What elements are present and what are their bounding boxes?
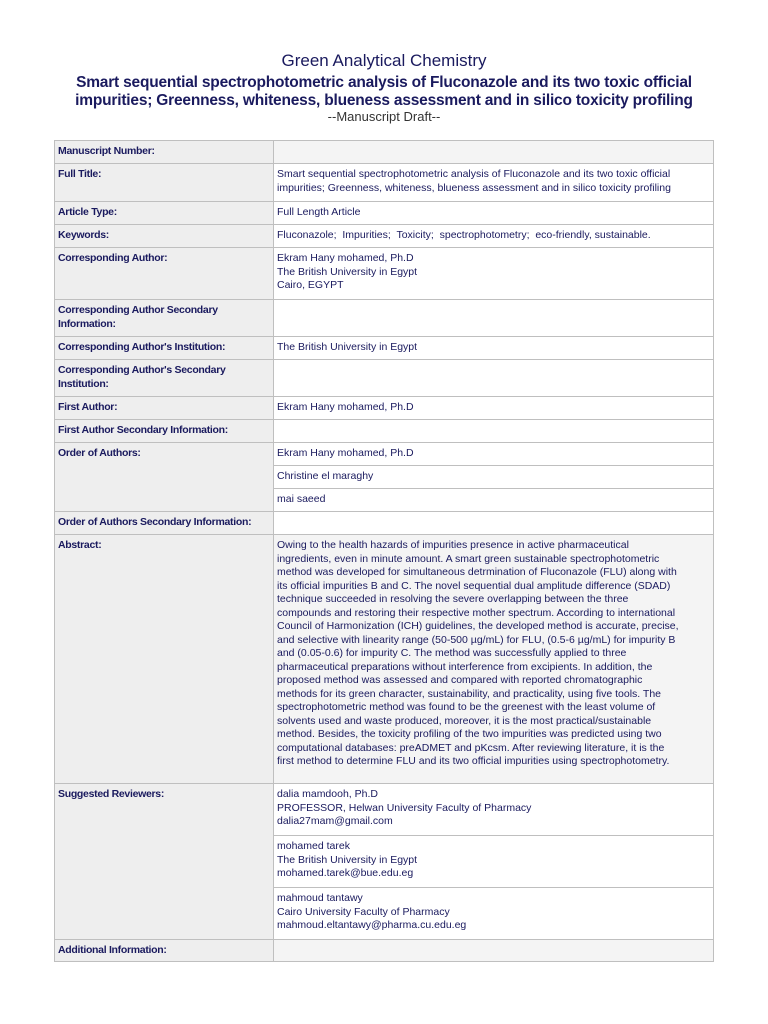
abstract-line: and (0.05-0.6) for impurity C. The method was successfully applied to three <box>277 647 627 659</box>
label-full-title: Full Title: <box>55 164 274 202</box>
abstract-line: pharmaceutical preparations without interference from excipients. In addition, the <box>277 660 653 673</box>
value-first-author-secondary <box>274 420 714 443</box>
value-corr-secondary-info <box>274 300 714 337</box>
full-title-line-2: impurities; Greenness, whiteness, blueness assessment and in silico toxicity profiling <box>277 181 671 194</box>
abstract-line: compounds and restoring their respective mother spectrum. According to international <box>277 606 676 619</box>
reviewer-affiliation: PROFESSOR, Helwan University Faculty of Pharmacy <box>277 801 532 814</box>
label-order-secondary: Order of Authors Secondary Information: <box>55 512 274 535</box>
author-entry: Christine el maraghy <box>274 466 714 489</box>
value-corr-secondary-institution <box>274 360 714 397</box>
abstract-line: method was developed for simultaneous detrmination of Fluconazole (FLU) along with <box>277 566 677 578</box>
abstract-line: ingredients, even in minute amount. A smart green sustainable spectrophotometric <box>277 552 660 565</box>
row-full-title <box>55 164 714 202</box>
label-order-of-authors: Order of Authors: <box>55 443 274 512</box>
value-additional-info <box>274 940 714 962</box>
label-first-author: First Author: <box>55 397 274 420</box>
title-line-2: impurities; Greenness, whiteness, blueness assessment and in silico toxicity profiling <box>75 92 693 109</box>
row-article-type <box>55 202 714 225</box>
label-corr-institution: Corresponding Author's Institution: <box>55 337 274 360</box>
value-corr-institution: The British University in Egypt <box>274 337 714 360</box>
draft-label: --Manuscript Draft-- <box>327 109 441 124</box>
row-corr-institution <box>55 337 714 360</box>
reviewer-email: mohamed.tarek@bue.edu.eg <box>277 867 414 879</box>
abstract-line: and selective with linearity range (50-500 µg/mL) for FLU, (0.5-6 µg/mL) for impurity B <box>277 633 676 646</box>
value-article-type: Full Length Article <box>274 202 714 225</box>
corr-secondary-info-label-1: Corresponding Author Secondary <box>58 304 218 316</box>
author-entry: mai saeed <box>274 489 714 512</box>
value-order-secondary <box>274 512 714 535</box>
submission-metadata-table <box>54 140 714 962</box>
document-header <box>0 50 768 124</box>
value-abstract <box>274 535 714 784</box>
reviewer-name: dalia mamdooh, Ph.D <box>277 788 378 800</box>
abstract-line: proposed method was assessed and compared with reported chromatographic <box>277 674 643 686</box>
reviewer-entry <box>274 836 714 888</box>
corr-secondary-info-label-2: Information: <box>58 317 116 330</box>
value-first-author: Ekram Hany mohamed, Ph.D <box>274 397 714 420</box>
abstract-line: methods for its green character, sustainability, and practicality, using five tools. The <box>277 687 662 700</box>
corr-secondary-institution-label-1: Corresponding Author's Secondary <box>58 364 226 376</box>
abstract-line: technique succeeded in resolving the severe overlapping between the three <box>277 593 629 605</box>
abstract-line: Owing to the health hazards of impurities presence in active pharmaceutical <box>277 539 629 551</box>
reviewer-name: mahmoud tantawy <box>277 892 363 904</box>
row-manuscript-number <box>55 141 714 164</box>
label-abstract: Abstract: <box>55 535 274 784</box>
full-title-line-1: Smart sequential spectrophotometric analysis of Fluconazole and its two toxic official <box>277 168 671 180</box>
reviewer-affiliation: Cairo University Faculty of Pharmacy <box>277 905 450 918</box>
manuscript-title <box>0 74 768 110</box>
label-corr-secondary-institution <box>55 360 274 397</box>
abstract-line: first method to determine FLU and its two official impurities using spectrophotometry. <box>277 755 670 767</box>
value-keywords: Fluconazole; Impurities; Toxicity; spectrophotometry; eco-friendly, sustainable. <box>274 225 714 248</box>
label-additional-info: Additional Information: <box>55 940 274 962</box>
abstract-line: method. Besides, the toxicity profiling of the two impurities was predicted using two <box>277 728 662 740</box>
corr-secondary-institution-label-2: Institution: <box>58 377 109 390</box>
row-corr-secondary-institution <box>55 360 714 397</box>
label-article-type: Article Type: <box>55 202 274 225</box>
row-order-secondary <box>55 512 714 535</box>
abstract-line: computational databases: preADMET and pKcsm. After reviewing literature, it is the <box>277 741 665 754</box>
row-corr-secondary-info <box>55 300 714 337</box>
label-keywords: Keywords: <box>55 225 274 248</box>
label-suggested-reviewers: Suggested Reviewers: <box>55 784 274 940</box>
reviewer-entry <box>274 888 714 940</box>
label-first-author-secondary: First Author Secondary Information: <box>55 420 274 443</box>
reviewer-name: mohamed tarek <box>277 840 350 852</box>
abstract-line: its official impurities B and C. The novel sequential dual amplitude difference (SDAD) <box>277 579 671 592</box>
abstract-line: solvents used and waste produced, moreover, it is the most practical/sustainable <box>277 714 652 727</box>
row-corresponding-author <box>55 248 714 300</box>
reviewer-entry <box>274 784 714 836</box>
row-suggested-reviewers <box>55 784 714 836</box>
row-abstract <box>55 535 714 784</box>
row-keywords <box>55 225 714 248</box>
value-corresponding-author <box>274 248 714 300</box>
label-corresponding-author: Corresponding Author: <box>55 248 274 300</box>
reviewer-email: mahmoud.eltantawy@pharma.cu.edu.eg <box>277 919 467 931</box>
title-line-1: Smart sequential spectrophotometric analysis of Fluconazole and its two toxic official <box>76 74 692 91</box>
label-corr-secondary-info <box>55 300 274 337</box>
row-additional-info <box>55 940 714 962</box>
reviewer-affiliation: The British University in Egypt <box>277 853 418 866</box>
value-full-title <box>274 164 714 202</box>
label-manuscript-number: Manuscript Number: <box>55 141 274 164</box>
abstract-line: spectrophotometric method was found to be the greenest with the least volume of <box>277 701 656 713</box>
abstract-line: Council of Harmonization (ICH) guidelines, the developed method is accurate, precise, <box>277 620 679 632</box>
row-order-of-authors <box>55 443 714 466</box>
value-manuscript-number <box>274 141 714 164</box>
journal-name: Green Analytical Chemistry <box>281 51 487 70</box>
row-first-author-secondary <box>55 420 714 443</box>
corr-author-location: Cairo, EGYPT <box>277 279 344 291</box>
author-entry: Ekram Hany mohamed, Ph.D <box>274 443 714 466</box>
corr-author-name: Ekram Hany mohamed, Ph.D <box>277 252 414 264</box>
reviewer-email: dalia27mam@gmail.com <box>277 815 393 827</box>
row-first-author <box>55 397 714 420</box>
corr-author-affiliation: The British University in Egypt <box>277 265 418 278</box>
